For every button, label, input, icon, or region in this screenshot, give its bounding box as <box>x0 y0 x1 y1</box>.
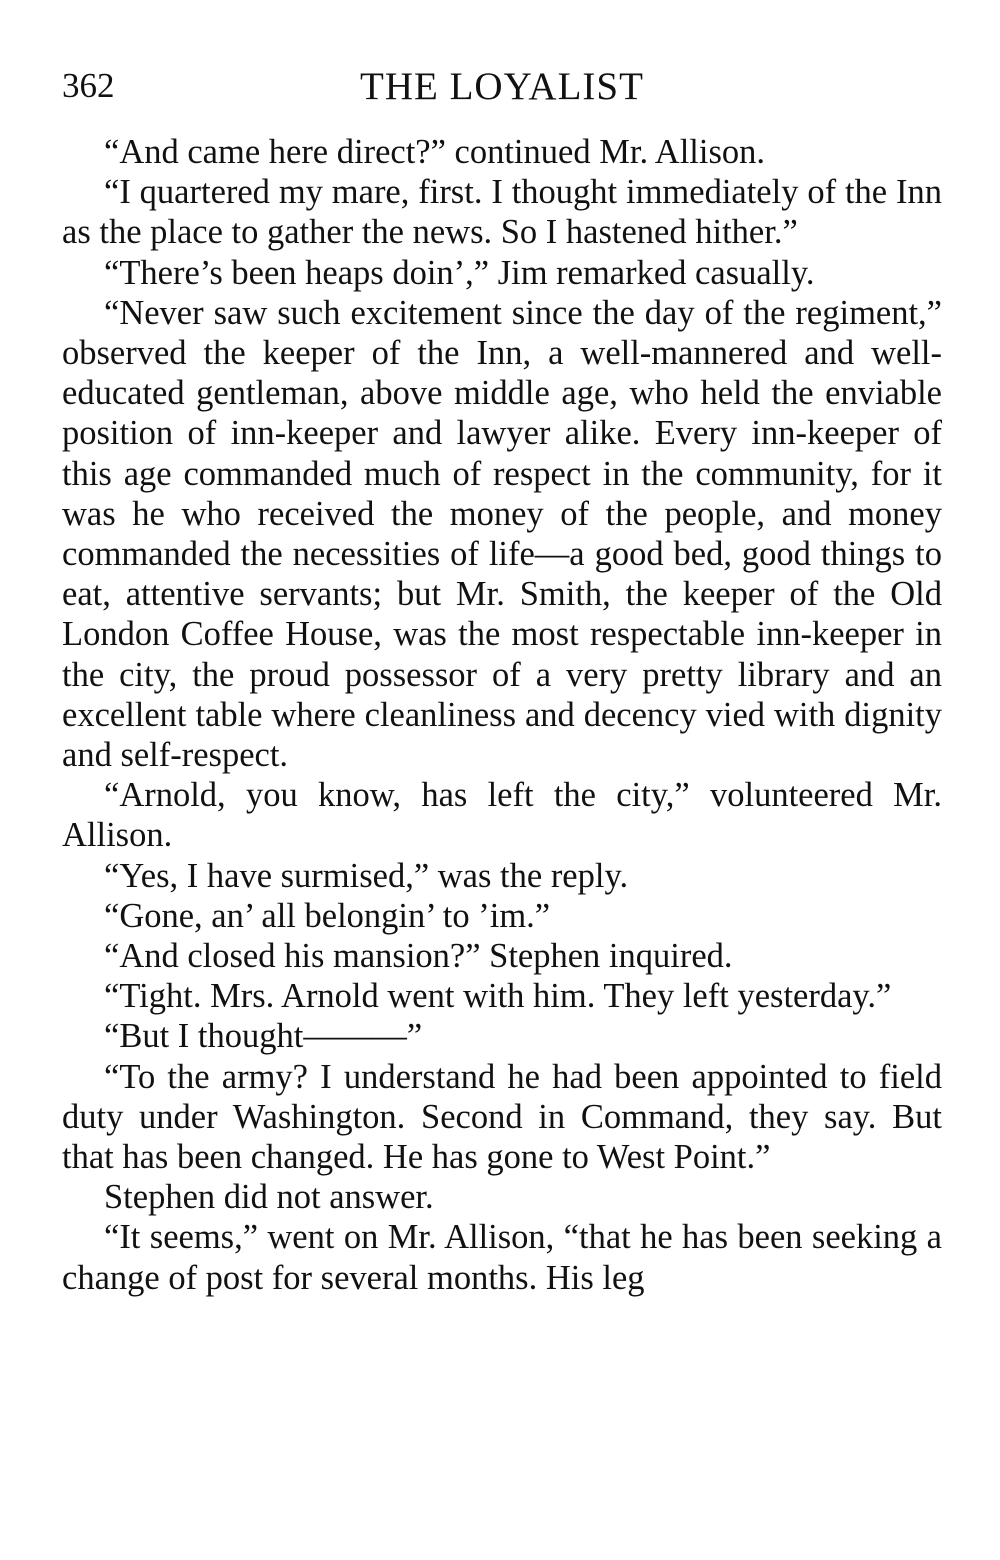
paragraph-13: “It seems,” went on Mr. Allison, “that he has been seeking a change of post for several months. His leg <box>62 1218 942 1297</box>
book-page <box>62 58 942 1298</box>
paragraph-9: “Tight. Mrs. Arnold went with him. They left yesterday.” <box>104 977 892 1016</box>
paragraph-3: “There’s been heaps doin’,” Jim remarked casually. <box>104 253 815 292</box>
paragraph-11: “To the army? I understand he had been appointed to field duty under Washington. Second in Command, they say. But that has been changed. He has gone to West Point.” <box>62 1057 942 1177</box>
page-number: 362 <box>62 66 115 105</box>
page-body <box>62 132 942 1298</box>
running-title: THE LOYALIST <box>360 65 644 108</box>
paragraph-8: “And closed his mansion?” Stephen inquired. <box>104 937 733 976</box>
page-header <box>62 58 942 114</box>
paragraph-4: “Never saw such excitement since the day of the regiment,” observed the keeper of the Inn, a well-mannered and well-educated gentleman, above middle age, who held the enviable position of inn-keeper and lawyer alike. Every inn-keeper of this age commanded much of respect in the community, for it was he who received the money of the people, and money commanded the necessities of life—a good bed, good things to eat, attentive servants; but Mr. Smith, the keeper of the Old London Coffee House, was the most respectable inn-keeper in the city, the proud possessor of a very pretty library and an excellent table where cleanliness and decency vied with dignity and self-respect. <box>62 293 942 775</box>
paragraph-10: “But I thought———” <box>104 1017 423 1056</box>
paragraph-1: “And came here direct?” continued Mr. Allison. <box>104 133 766 171</box>
paragraph-6: “Yes, I have surmised,” was the reply. <box>104 856 629 895</box>
paragraph-12: Stephen did not answer. <box>104 1178 434 1217</box>
paragraph-7: “Gone, an’ all belongin’ to ’im.” <box>104 896 551 935</box>
paragraph-2: “I quartered my mare, first. I thought immediately of the Inn as the place to gather the news. So I hastened hither.” <box>62 173 942 252</box>
paragraph-5: “Arnold, you know, has left the city,” volunteered Mr. Allison. <box>62 776 942 855</box>
